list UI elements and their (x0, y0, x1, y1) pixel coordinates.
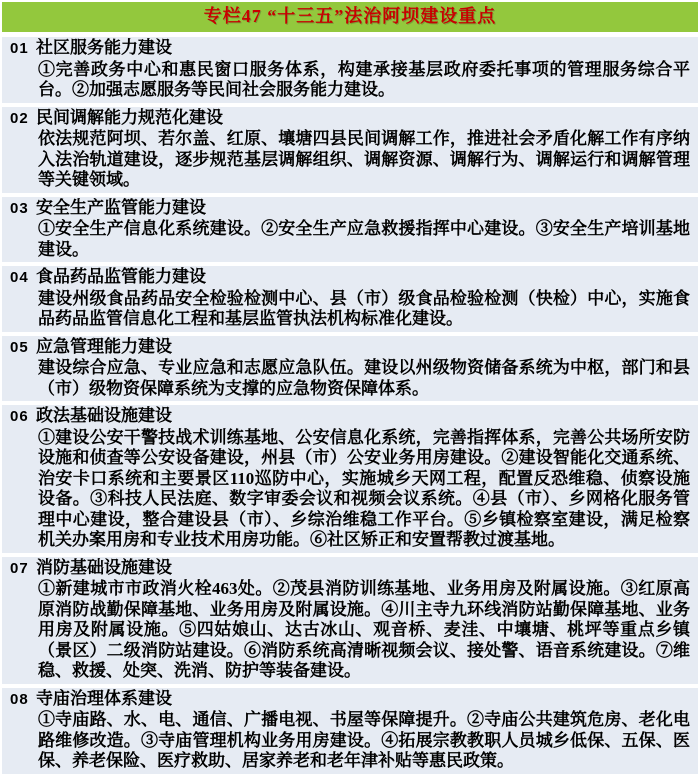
section (2, 336, 698, 402)
section-heading (10, 198, 690, 220)
section-body: ①完善政务中心和惠民窗口服务体系，构建承接基层政府委托事项的管理服务综合平台。②加强志愿服务等民间社会服务能力建设。 (38, 59, 690, 99)
section-body: ①新建城市市政消火栓463处。②茂县消防训练基地、业务用房及附属设施。③红原高原消防战勤保障基地、业务用房及附属设施。④川主寺九环线消防站勤保障基地、业务用房及附属设施。⑤四姑娘山、达古冰山、观音桥、麦洼、中壤塘、桃坪等重点乡镇（景区）二级消防站建设。⑥消防系统高清晰视频会议、接处警、语音系统建设。⑦维稳、救援、处突、洗消、防护等装备建设。 (38, 579, 690, 680)
sections-list (2, 37, 698, 774)
section-number: 04 (10, 269, 29, 286)
section-body: 建设州级食品药品安全检验检测中心、县（市）级食品检验检测（快检）中心，实施食品药品监管信息化工程和基层监管执法机构标准化建设。 (38, 288, 690, 328)
section (2, 688, 698, 774)
section (2, 557, 698, 684)
section-number: 03 (10, 199, 29, 217)
section-title: 消防基础设施建设 (36, 557, 172, 577)
section-number: 06 (10, 408, 29, 425)
section (2, 266, 698, 332)
section (2, 405, 698, 553)
section-number: 08 (10, 690, 29, 708)
section-heading (10, 267, 690, 289)
section-title: 安全生产监管能力建设 (36, 197, 206, 217)
section (2, 197, 698, 263)
section-body: ①寺庙路、水、电、通信、广播电视、书屋等保障提升。②寺庙公共建筑危房、老化电路维修改造。③寺庙管理机构业务用房建设。④拓展宗教教职人员城乡低保、五保、医保、养老保险、医疗救助、居家养老和老年津补贴等惠民政策。 (38, 710, 690, 770)
section-title: 食品药品监管能力建设 (36, 267, 206, 286)
section-heading (10, 406, 690, 428)
section-title: 寺庙治理体系建设 (36, 688, 172, 708)
section-title: 应急管理能力建设 (36, 336, 172, 356)
section-title: 社区服务能力建设 (36, 38, 172, 57)
section-heading (10, 689, 690, 711)
section-heading (10, 38, 690, 60)
section-body: ①建设公安干警技战术训练基地、公安信息化系统，完善指挥体系，完善公共场所安防设施和侦查等公安设备建设，州县（市）公安业务用房建设。②建设智能化交通系统、治安卡口系统和主要景区110巡防中心，实施城乡天网工程，配置反恐维稳、侦察设施设备。③科技人民法庭、数字审委会议和视频会议系统。④县（市）、乡网格化服务管理中心建设，整合建设县（市）、乡综治维稳工作平台。⑤乡镇检察室建设，满足检察机关办案用房和专业技术用房功能。⑥社区矫正和安置帮教过渡基地。 (38, 427, 690, 549)
section-body: 建设综合应急、专业应急和志愿应急队伍。建设以州级物资储备系统为中枢，部门和县（市）级物资保障系统为支撑的应急物资保障体系。 (38, 358, 690, 398)
section (2, 37, 698, 103)
section-body: 依法规范阿坝、若尔盖、红原、壤塘四县民间调解工作，推进社会矛盾化解工作有序纳入法治轨道建设，逐步规范基层调解组织、调解资源、调解行为、调解运行和调解管理等关键领域。 (38, 129, 690, 189)
panel-title: 专栏47 “十三五”法治阿坝建设重点 (203, 6, 497, 26)
section-body: ①安全生产信息化系统建设。②安全生产应急救援指挥中心建设。③安全生产培训基地建设。 (38, 219, 690, 259)
section-heading (10, 337, 690, 359)
section-title: 政法基础设施建设 (36, 406, 172, 425)
section-number: 05 (10, 338, 29, 356)
section-number: 02 (10, 109, 29, 127)
section-number: 01 (10, 40, 29, 57)
section-heading (10, 558, 690, 580)
section-heading (10, 108, 690, 130)
section-number: 07 (10, 559, 29, 577)
section (2, 107, 698, 193)
panel-header (2, 2, 698, 32)
section-title: 民间调解能力规范化建设 (36, 107, 223, 127)
